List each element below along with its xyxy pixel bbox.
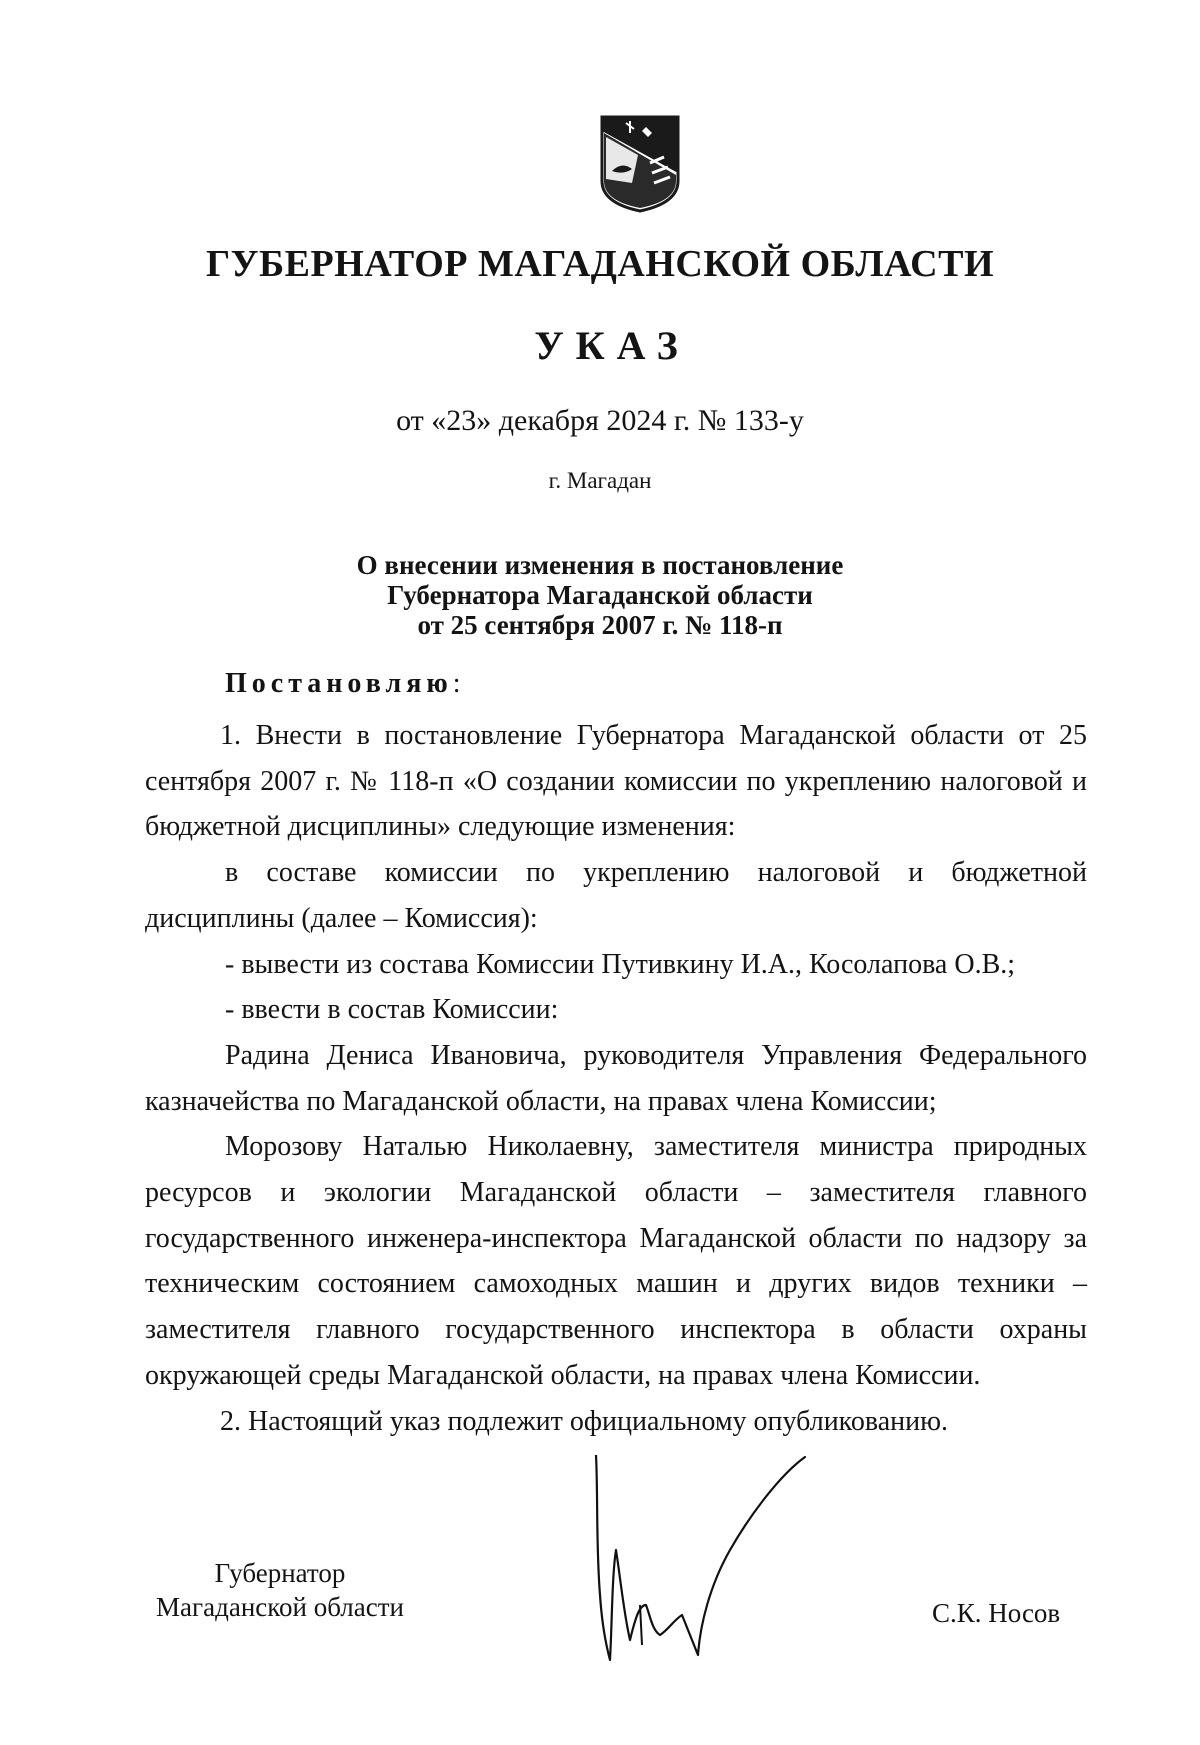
signatory-position [140, 1556, 420, 1624]
decree-word: Постановляю [225, 668, 453, 699]
subject-line: О внесении изменения в постановление [356, 550, 844, 580]
paragraph-1: 1. Внести в постановление Губернатора Магаданской области от 25 сентября 2007 г. № 118-п «О создании комиссии по укреплению налоговой и бюджетной дисциплины» следующие изменения: [145, 720, 1087, 843]
paragraph-7: 2. Настоящий указ подлежит официальному опубликованию. [220, 1405, 949, 1437]
paragraph-4: - ввести в состав Комиссии: [225, 994, 559, 1026]
subject-line: от 25 сентября 2007 г. № 118-п [417, 610, 783, 640]
issuer-title: ГУБЕРНАТОР МАГАДАНСКОЙ ОБЛАСТИ [205, 243, 995, 285]
subject-line: Губернатора Магаданской области [387, 580, 813, 610]
paragraph-6: Морозову Наталью Николаевну, заместителя министра природных ресурсов и экологии Магаданской области – заместителя главного государственного инженера-инспектора Магаданской области по надзору за техническим состоянием самоходных машин и других видов техники – заместителя главного государственного инспектора в области охраны окружающей среды Магаданской области, на правах члена Комиссии. [145, 1131, 1087, 1391]
position-line: Магаданской области [156, 1592, 404, 1622]
document-subject [0, 550, 1200, 640]
document-place: г. Магадан [548, 468, 652, 493]
position-line: Губернатор [214, 1558, 346, 1588]
handwritten-signature-icon [590, 1455, 810, 1665]
paragraph-2: в составе комиссии по укреплению налоговой и бюджетной дисциплины (далее – Комиссия): [145, 857, 1087, 934]
signatory-name: С.К. Носов [932, 1598, 1061, 1628]
document-type: УКАЗ [534, 323, 690, 368]
decree-colon: : [452, 668, 461, 699]
document-date-number: от «23» декабря 2024 г. № 133-у [396, 404, 804, 437]
paragraph-3: - вывести из состава Комиссии Путивкину И.А., Косолапова О.В.; [225, 948, 1016, 980]
magadan-coat-of-arms-icon [598, 113, 682, 213]
document-body [145, 713, 1087, 1444]
decree-heading [225, 668, 461, 700]
paragraph-5: Радина Дениса Ивановича, руководителя Управления Федерального казначейства по Магаданской области, на правах члена Комиссии; [145, 1039, 1087, 1117]
